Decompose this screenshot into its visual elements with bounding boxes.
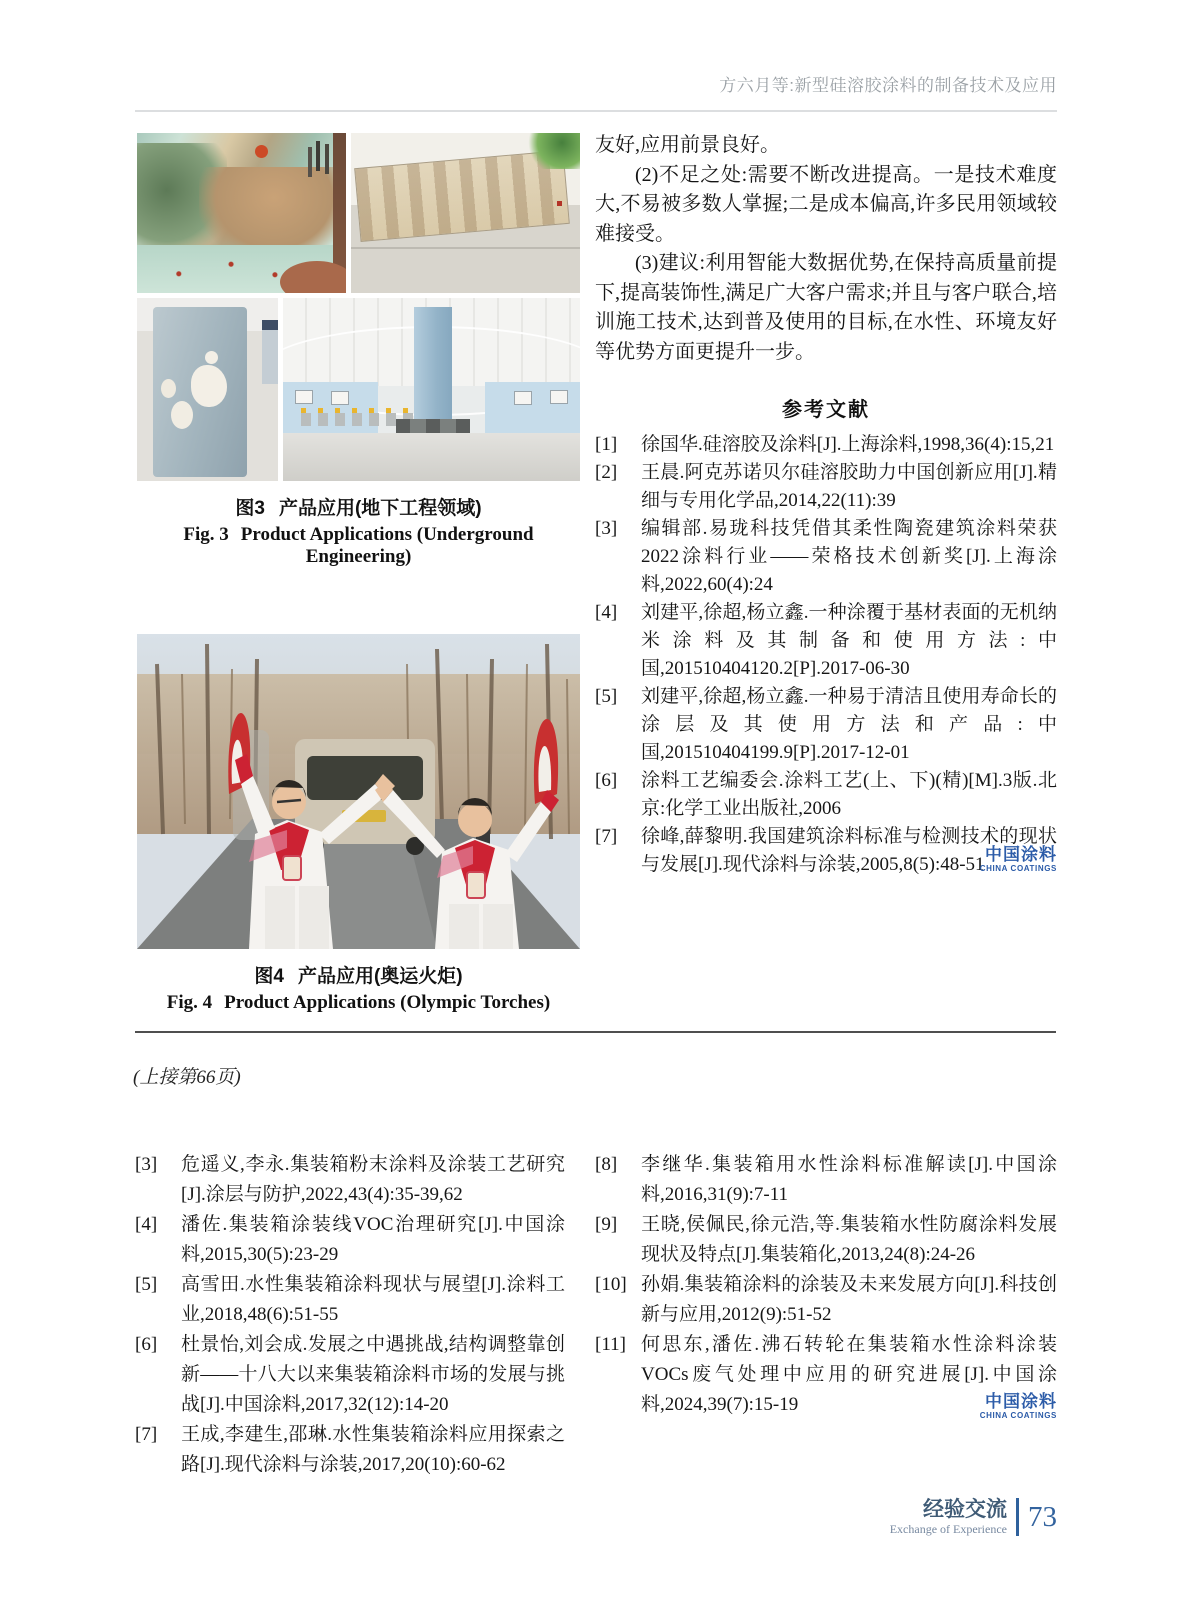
- references-list: [595, 431, 1057, 879]
- body-paragraph: (2)不足之处:需要不断改进提高。一是技术难度大,不易被多数人掌握;二是成本偏高,许多民用领域较难接受。: [595, 163, 1057, 245]
- reference-number: [6]: [595, 770, 618, 791]
- wall-art-frame: [550, 390, 568, 404]
- figure3-photo-metro-column: [137, 298, 278, 481]
- reference-number: [6]: [135, 1334, 158, 1355]
- continued-references-right: [595, 1150, 1057, 1420]
- page-footer: [890, 1498, 1057, 1536]
- reference-number: [4]: [595, 602, 618, 623]
- reference-item: [595, 1270, 1057, 1330]
- reference-text: 杜景怡,刘会成.发展之中遇挑战,结构调整靠创新——十八大以来集装箱涂料市场的发展与挑战[J].中国涂料,2017,32(12):14-20: [181, 1334, 565, 1415]
- silhouette-head-shape: [205, 351, 218, 364]
- logo-text-cn: 中国涂料: [985, 1392, 1057, 1411]
- figure4-photo-art: [137, 634, 580, 949]
- footer-section-cn: 经验交流: [923, 1498, 1007, 1521]
- reference-text: 潘佐.集装箱涂装线VOC治理研究[J].中国涂料,2015,30(5):23-29: [181, 1214, 565, 1265]
- reference-number: [7]: [135, 1424, 158, 1445]
- figure4-caption-en: [137, 992, 580, 1014]
- header-rule: [135, 110, 1057, 112]
- foliage-shape: [526, 133, 580, 169]
- figure3-title-en: Product Applications (Underground Engineering): [240, 524, 534, 567]
- reference-item: [595, 683, 1057, 767]
- silhouette-shape: [161, 379, 176, 398]
- reference-text: 编辑部.易珑科技凭借其柔性陶瓷建筑涂料荣获2022涂料行业——荣格技术创新奖[J].上海涂料,2022,60(4):24: [641, 518, 1057, 595]
- reference-number: [11]: [595, 1334, 626, 1355]
- figure3-caption-cn: [137, 493, 580, 520]
- reference-item: [135, 1150, 565, 1210]
- body-paragraph: 友好,应用前景良好。: [595, 134, 780, 156]
- platform-background-shape: [262, 320, 278, 384]
- reference-item: [595, 1210, 1057, 1270]
- reference-item: [595, 1150, 1057, 1210]
- reference-number: [9]: [595, 1214, 618, 1235]
- reference-item: [135, 1330, 565, 1420]
- left-column: [137, 133, 580, 1014]
- wall-art-frame: [295, 390, 313, 404]
- metro-column-shape: [153, 307, 247, 477]
- china-coatings-logo: [595, 845, 1057, 874]
- reference-text: 徐国华.硅溶胶及涂料[J].上海涂料,1998,36(4):15,21: [641, 434, 1055, 455]
- continued-references-left: [135, 1150, 565, 1480]
- continued-from-note: (上接第66页): [133, 1067, 241, 1088]
- reference-item: [595, 459, 1057, 515]
- reference-number: [7]: [595, 826, 618, 847]
- silhouette-shape: [171, 401, 193, 429]
- footer-divider-bar: [1016, 1498, 1019, 1536]
- figure3-label-cn: 图3: [235, 498, 265, 519]
- figure4-caption-cn: [137, 961, 580, 988]
- reference-text: 危遥义,李永.集装箱粉末涂料及涂装工艺研究[J].涂层与防护,2022,43(4):35-39,62: [181, 1154, 565, 1205]
- reference-text: 李继华.集装箱用水性涂料标准解读[J].中国涂料,2016,31(9):7-11: [641, 1154, 1057, 1205]
- wall-art-frame: [331, 391, 349, 405]
- reference-number: [4]: [135, 1214, 158, 1235]
- painting-sun-shape: [255, 145, 268, 158]
- reference-text: 王晨.阿克苏诺贝尔硅溶胶助力中国创新应用[J].精细与专用化学品,2014,22(11):39: [641, 462, 1057, 511]
- figure3-photo-metro-hall: [283, 298, 580, 481]
- logo-text-en: CHINA COATINGS: [979, 1411, 1057, 1420]
- reference-text: 孙娟.集装箱涂料的涂装及未来发展方向[J].科技创新与应用,2012(9):51-52: [641, 1274, 1057, 1325]
- reference-text: 刘建平,徐超,杨立鑫.一种易于清洁且使用寿命长的涂层及其使用方法和产品:中国,201510404199.9[P].2017-12-01: [641, 686, 1057, 763]
- footer-section-en: Exchange of Experience: [889, 1522, 1007, 1536]
- reference-number: [10]: [595, 1274, 627, 1295]
- reference-text: 刘建平,徐超,杨立鑫.一种涂覆于基材表面的无机纳米涂料及其制备和使用方法:中国,201510404120.2[P].2017-06-30: [641, 602, 1057, 679]
- scroll-seal-mark: [557, 201, 562, 206]
- reference-item: [135, 1420, 565, 1480]
- footer-section: [890, 1498, 1007, 1536]
- figure4-label-cn: 图4: [254, 966, 284, 987]
- figure3-title-cn: 产品应用(地下工程领域): [278, 498, 482, 519]
- reference-item: [595, 515, 1057, 599]
- logo-text-en: CHINA COATINGS: [979, 864, 1057, 873]
- hall-floor-shape: [283, 433, 580, 481]
- reference-text: 涂料工艺编委会.涂料工艺(上、下)(精)[M].3版.北京:化学工业出版社,2006: [641, 770, 1057, 819]
- reference-item: [595, 767, 1057, 823]
- painting-calligraphy-marks: [316, 141, 320, 171]
- reference-number: [2]: [595, 462, 618, 483]
- figure3-caption-en: [137, 524, 580, 568]
- panel-edge-line: [351, 247, 580, 249]
- figure3-photo-scroll-mural: [351, 133, 580, 293]
- logo-text-cn: 中国涂料: [985, 845, 1057, 864]
- right-column: [595, 131, 1057, 879]
- figure4-label-en: Fig. 4: [166, 992, 213, 1013]
- page-number: 73: [1028, 1500, 1057, 1533]
- figure4-title-cn: 产品应用(奥运火炬): [297, 966, 463, 987]
- reference-item: [595, 599, 1057, 683]
- body-paragraph: (3)建议:利用智能大数据优势,在保持高质量前提下,提高装饰性,满足广大客户需求;并且与客户联合,培训施工技术,达到普及使用的目标,在水性、环境友好等优势方面更提升一步。: [595, 252, 1057, 363]
- reference-number: [8]: [595, 1154, 618, 1175]
- reference-item: [135, 1270, 565, 1330]
- section-divider: [135, 1031, 1056, 1033]
- figure4-title-en: Product Applications (Olympic Torches): [224, 992, 551, 1013]
- reference-item: [135, 1210, 565, 1270]
- reference-text: 何思东,潘佐.沸石转轮在集装箱水性涂料涂装VOCs废气处理中应用的研究进展[J].中国涂料,2024,39(7):15-19: [641, 1334, 1057, 1415]
- reference-number: [5]: [135, 1274, 158, 1295]
- wall-art-frame: [514, 391, 532, 405]
- reference-number: [5]: [595, 686, 618, 707]
- reference-number: [3]: [595, 518, 618, 539]
- figure3-label-en: Fig. 3: [183, 524, 229, 545]
- figure3-photo-grid: [137, 133, 580, 481]
- reference-number: [1]: [595, 434, 618, 455]
- reference-text: 高雪田.水性集装箱涂料现状与展望[J].涂料工业,2018,48(6):51-55: [181, 1274, 565, 1325]
- reference-text: 徐峰,薛黎明.我国建筑涂料标准与检测技术的现状与发展[J].现代涂料与涂装,2005,8(5):48-51: [641, 826, 1057, 875]
- figure3-photo-painting-tile: [137, 133, 346, 293]
- reference-text: 王晓,侯佩民,徐元浩,等.集装箱水性防腐涂料发展现状及特点[J].集装箱化,2013,24(8):24-26: [641, 1214, 1057, 1265]
- reference-number: [3]: [135, 1154, 158, 1175]
- china-coatings-logo: [595, 1392, 1057, 1421]
- reference-text: 王成,李建生,邵琳.水性集装箱涂料应用探索之路[J].现代涂料与涂装,2017,20(10):60-62: [181, 1424, 565, 1475]
- running-head: 方六月等:新型硅溶胶涂料的制备技术及应用: [719, 76, 1057, 95]
- references-heading: 参考文献: [782, 399, 870, 421]
- figure4-photo-torchbearers: [137, 634, 580, 949]
- reference-item: [595, 431, 1057, 459]
- silhouette-body-shape: [191, 365, 227, 407]
